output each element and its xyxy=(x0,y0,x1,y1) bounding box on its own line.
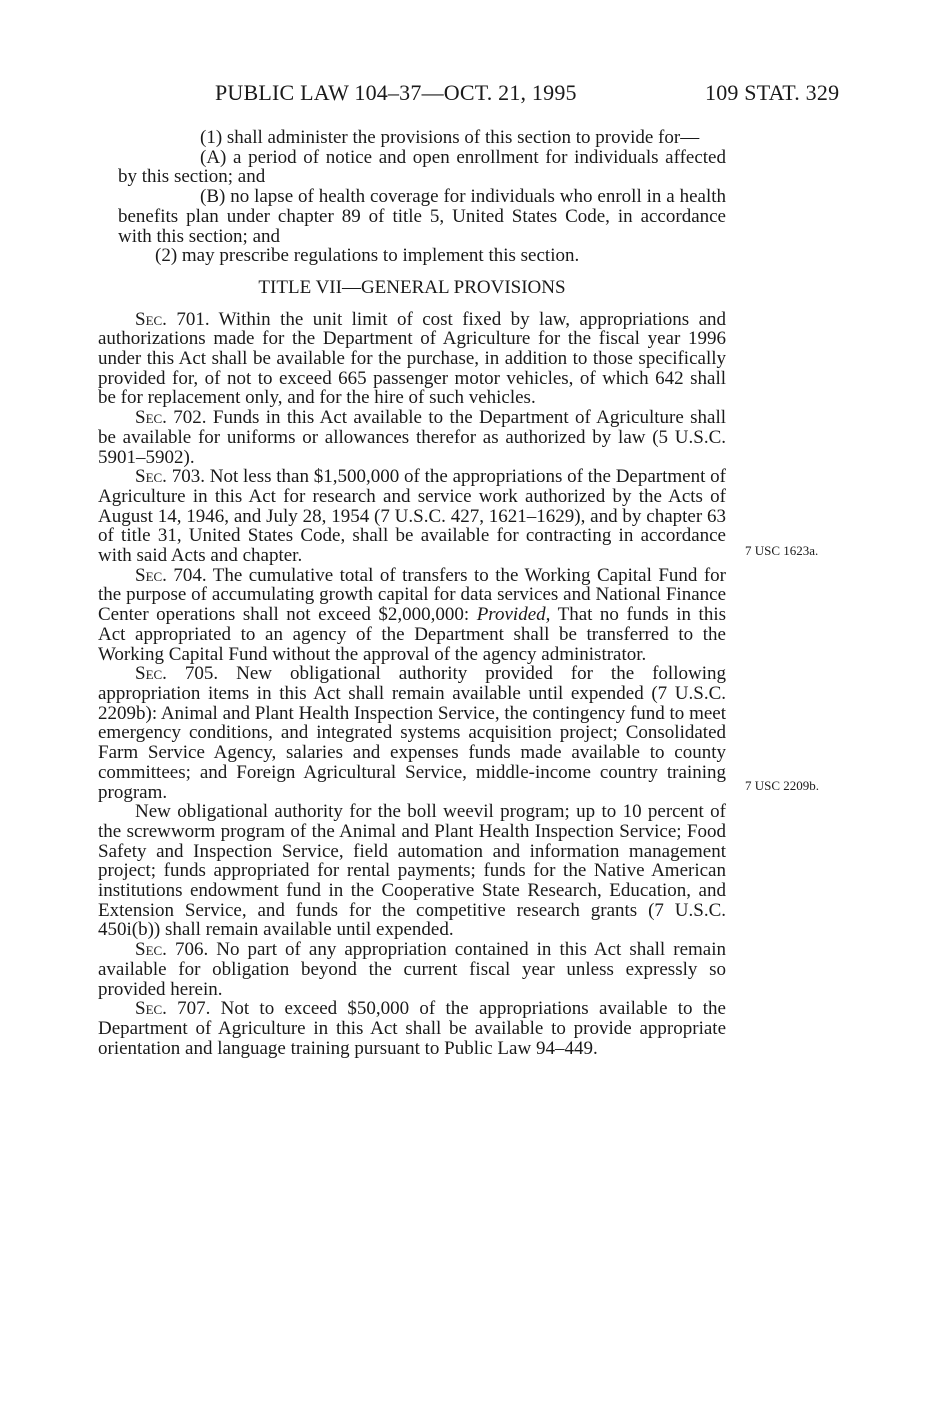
section-emphasis: Provided, xyxy=(476,604,551,626)
section-text: No part of any appropriation contained in this Act shall remain available for obligation beyond the current fiscal year unless expressly so provided herein. xyxy=(98,939,726,1000)
section-702 xyxy=(98,408,726,467)
section-label: Sec. 705. xyxy=(135,663,219,685)
margin-note-703: 7 USC 1623a. xyxy=(745,543,819,558)
paragraph-2: (2) may prescribe regulations to implement this section. xyxy=(155,245,580,267)
section-701 xyxy=(98,310,726,409)
paragraph-1: (1) shall administer the provisions of this section to provide for— xyxy=(200,127,700,148)
section-text: The cumulative total of transfers to the Working Capital Fund for the purpose of accumulating growth capital for data services and National Finance Center operations shall not exceed $2,000,000: xyxy=(98,564,726,626)
section-704 xyxy=(98,566,726,665)
document-body xyxy=(98,128,726,1058)
section-706 xyxy=(98,940,726,999)
section-label: Sec. 707. xyxy=(135,998,211,1020)
section-text: Not less than $1,500,000 of the appropriations of the Department of Agriculture in this Act for research and service work authorized by the Acts of August 14, 1946, and July 28, 1954 (7 U.S.C. 427, 1621–1629), and by chapter 63 of title 31, United States Code, shall be available for contracting in accordance with said Acts and chapter. xyxy=(98,466,726,567)
page-title: PUBLIC LAW 104–37—OCT. 21, 1995 xyxy=(215,80,577,105)
paragraph-b: (B) no lapse of health coverage for individuals who enroll in a health benefits plan under chapter 89 of title 5, United States Code, in accordance with this section; and xyxy=(118,186,726,247)
stat-page-number: 109 STAT. 329 xyxy=(705,80,840,105)
section-text: Within the unit limit of cost fixed by law, appropriations and authorizations made for the Department of Agriculture for the fiscal year 1996 under this Act shall be available for the purchase, in addition to those specifically provided for, of not to exceed 665 passenger motor vehicles, of which 642 shall be for replacement only, and for the hire of such vehicles. xyxy=(98,308,726,409)
margin-note-705: 7 USC 2209b. xyxy=(745,778,820,793)
paragraph-a: (A) a period of notice and open enrollment for individuals affected by this section; and xyxy=(118,146,726,188)
section-text: Funds in this Act available to the Department of Agriculture shall be available for uniforms or allowances therefor as authorized by law (5 U.S.C. 5901–5902). xyxy=(98,407,727,468)
section-label: Sec. 702. xyxy=(135,407,207,429)
page-header xyxy=(0,80,946,110)
section-705 xyxy=(98,664,726,802)
section-label: Sec. 703. xyxy=(135,466,205,488)
section-text: Not to exceed $50,000 of the appropriations available to the Department of Agriculture in this Act shall be available to provide appropriate orientation and language training pursuant to Public Law 94–449. xyxy=(98,998,726,1059)
section-label: Sec. 701. xyxy=(135,308,210,330)
section-label: Sec. 706. xyxy=(135,939,209,961)
title-heading: TITLE VII—GENERAL PROVISIONS xyxy=(258,276,566,298)
section-text: New obligational authority provided for the following appropriation items in this Act shall remain available until expended (7 U.S.C. 2209b): Animal and Plant Health Inspection Service, the contingency fund to meet emergency conditions, and integrated systems acquisition project; Consolidated Farm Service Agency, salaries and expenses funds made available to county committees; and Foreign Agricultural Service, middle-income country training program. xyxy=(98,663,726,803)
section-text: That no funds in this Act appropriated to an agency of the Department shall be transferred to the Working Capital Fund without the approval of the agency administrator. xyxy=(98,604,726,665)
section-label: Sec. 704. xyxy=(135,564,207,586)
section-707 xyxy=(98,999,726,1058)
section-705-continued: New obligational authority for the boll weevil program; up to 10 percent of the screwworm program of the Animal and Plant Health Inspection Service; Food Safety and Inspection Service, field automation and information management project; funds appropriated for rental payments; funds for the Native American institutions endowment fund in the Cooperative State Research, Education, and Extension Service, and funds for the competitive research grants (7 U.S.C. 450i(b)) shall remain available until expended. xyxy=(98,801,726,941)
section-703 xyxy=(98,467,726,566)
